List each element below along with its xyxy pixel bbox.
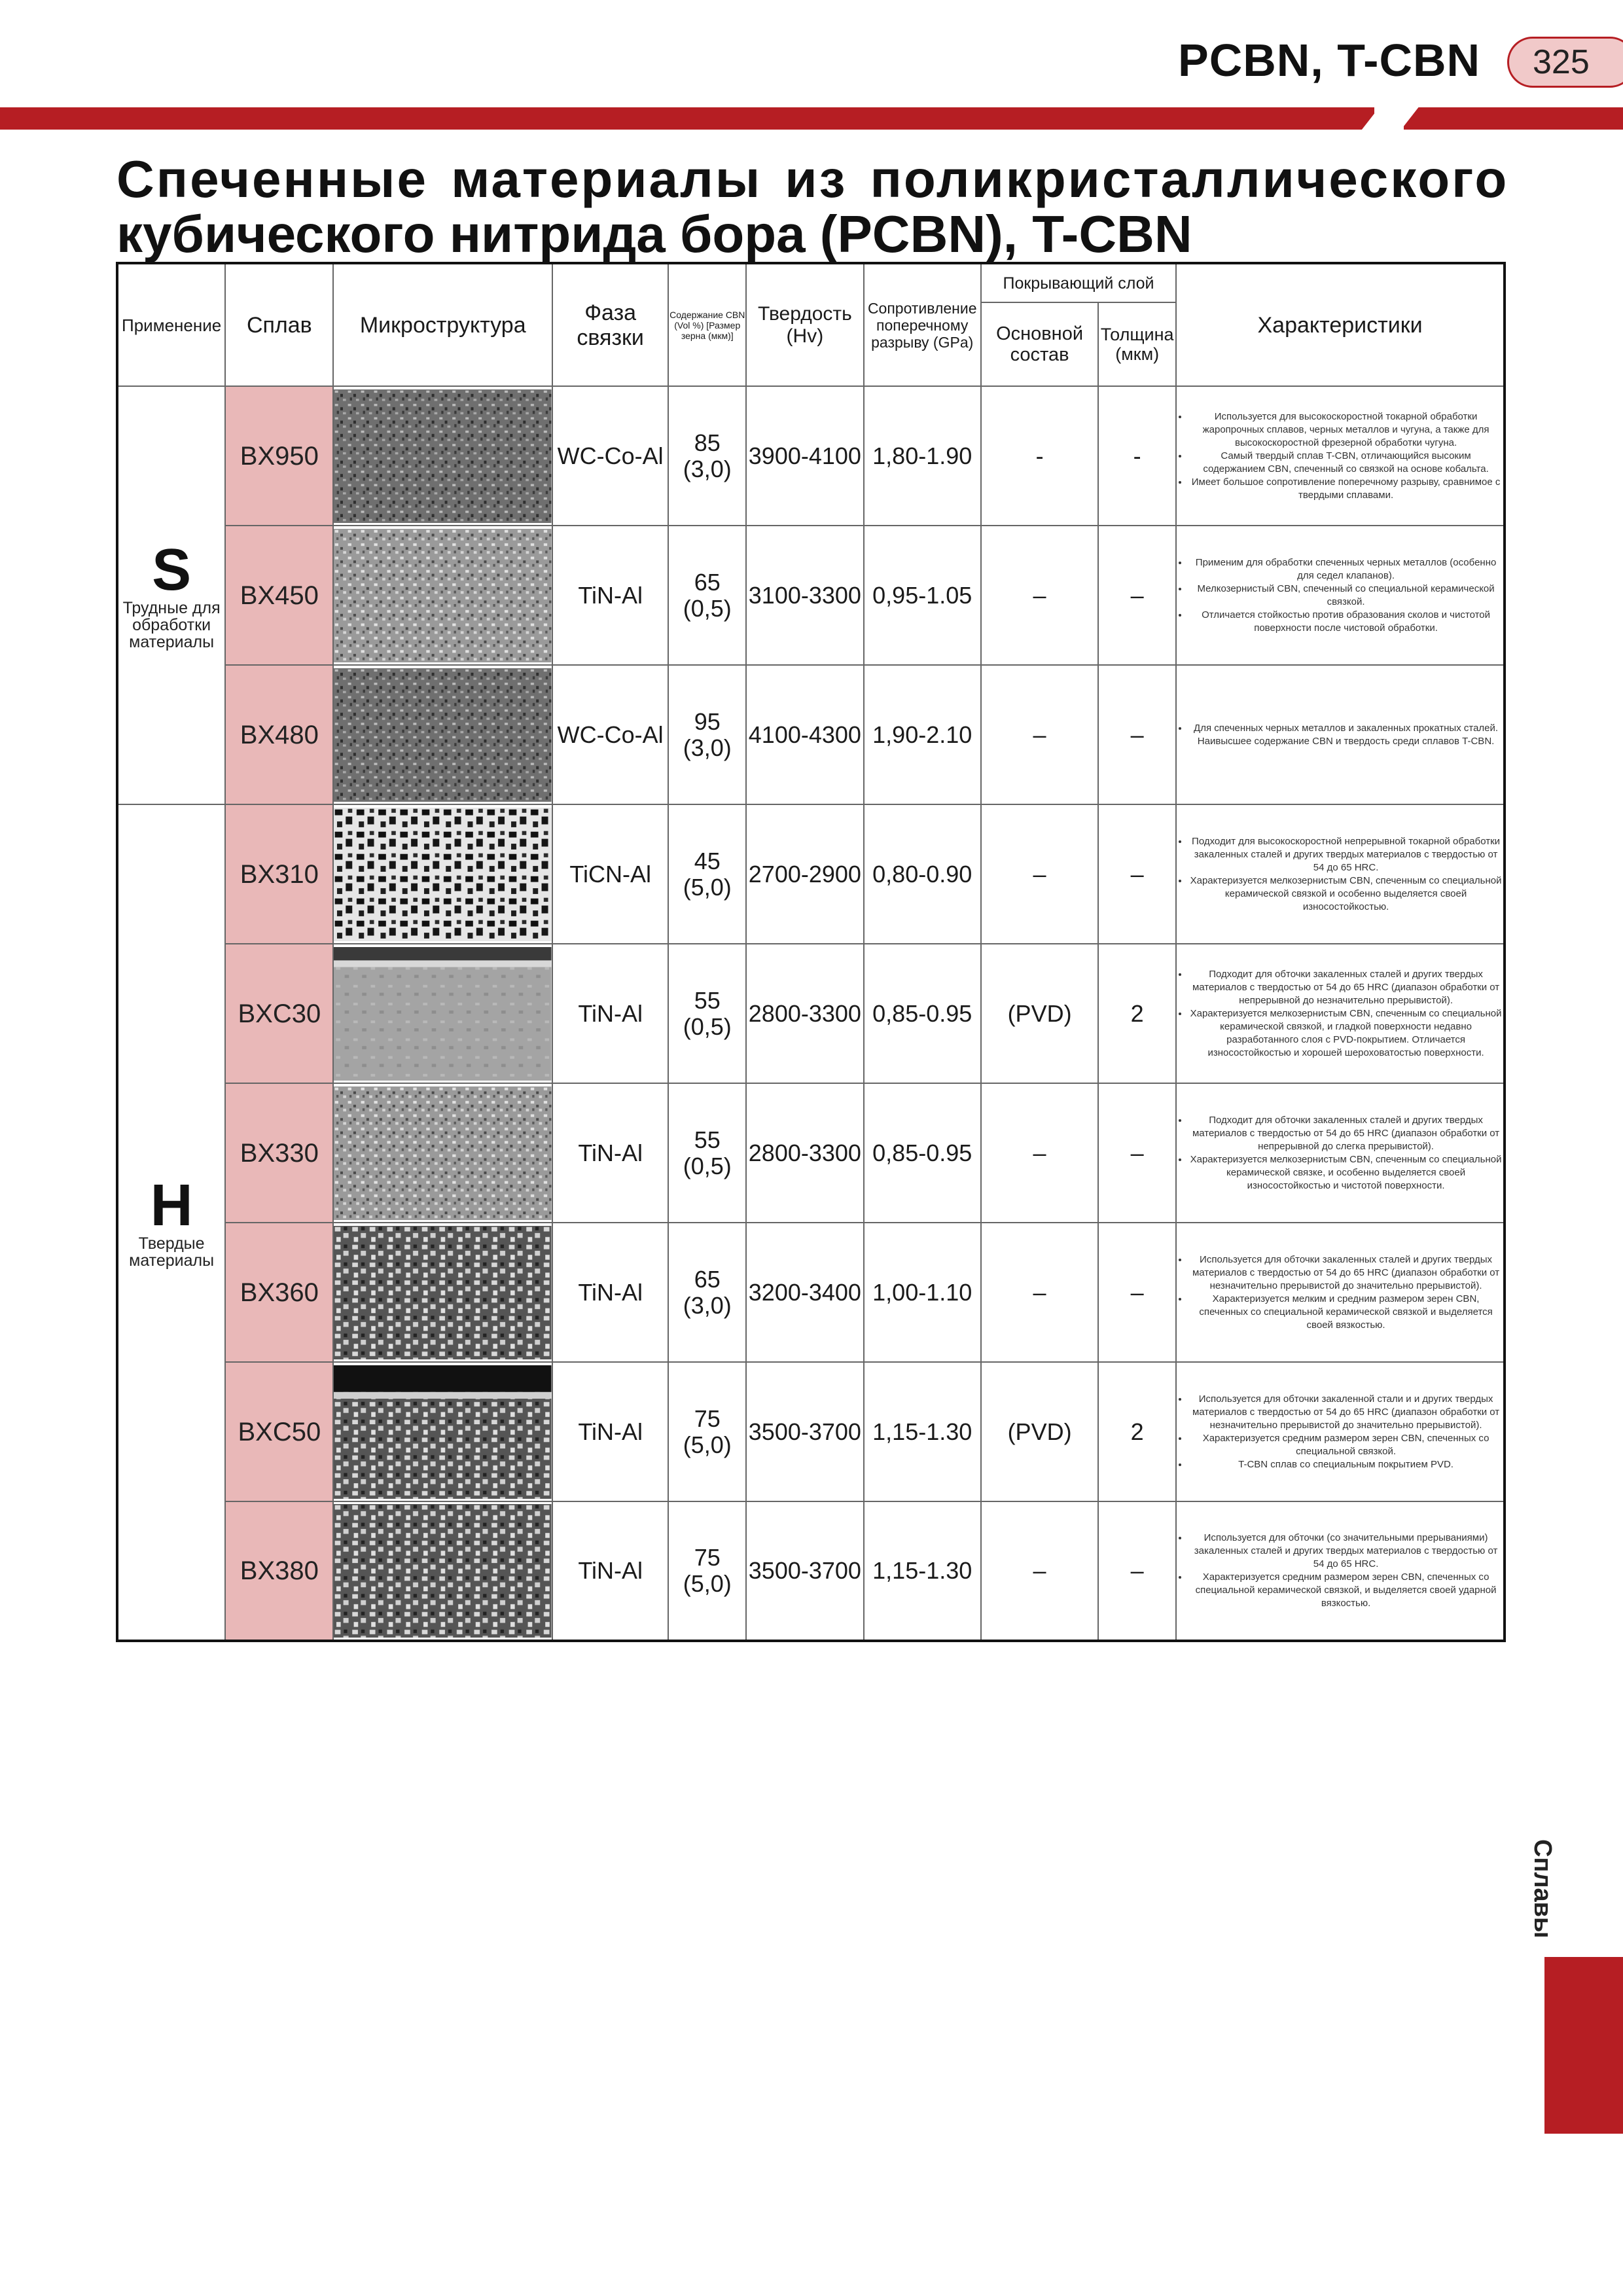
- table-row: [117, 526, 1505, 665]
- microstructure-image: [333, 665, 552, 804]
- note: • Мелкозернистый CBN, спеченный со специальной керамической связкой.: [1188, 583, 1503, 609]
- header-application: Применение: [117, 263, 225, 386]
- table-row: [117, 1083, 1505, 1223]
- alloy-name: BX330: [225, 1083, 333, 1223]
- header-coating-thickness: Толщина (мкм): [1098, 302, 1176, 386]
- coating-thickness: –: [1098, 1223, 1176, 1362]
- table-row: [117, 665, 1505, 804]
- characteristics: [1176, 526, 1505, 665]
- table-row: [117, 1362, 1505, 1501]
- note: • Имеет большое сопротивление поперечному разрыву, сравнимое с твердыми сплавами.: [1188, 476, 1503, 502]
- cbn-value: 65: [694, 1265, 721, 1293]
- coating-base: (PVD): [981, 1362, 1098, 1501]
- microstructure-image: [333, 1362, 552, 1501]
- grain-size: (3,0): [683, 734, 732, 761]
- binder-phase: TiN-Al: [552, 526, 668, 665]
- hardness-value: 2800-3300: [746, 944, 863, 1083]
- grain-size: (5,0): [683, 1431, 732, 1458]
- cbn-value: 55: [694, 986, 721, 1014]
- microstructure-image: [333, 804, 552, 944]
- cbn-content: [668, 526, 746, 665]
- table-row: [117, 1223, 1505, 1362]
- cbn-content: [668, 386, 746, 526]
- microstructure-image: [333, 386, 552, 526]
- coating-base: (PVD): [981, 944, 1098, 1083]
- characteristics: [1176, 1501, 1505, 1641]
- note: • Характеризуется мелкозернистым CBN, спеченным со специальной керамической связке, и особенно выделяется своей износостойкостью и чистотой поверхности.: [1188, 1153, 1503, 1193]
- note: • Характеризуется мелкозернистым CBN, спеченным со специальной керамической связкой, и гладкой поверхности недавно разработанного слоя с PVD-покрытием. Отличается износостойкостью и хорошей шероховатостью поверхности.: [1188, 1007, 1503, 1060]
- grain-size: (3,0): [683, 455, 732, 482]
- group-s-cell: [117, 386, 225, 804]
- characteristics: [1176, 1083, 1505, 1223]
- page-title: [116, 152, 1508, 262]
- cbn-content: [668, 1362, 746, 1501]
- header-alloy: Сплав: [225, 263, 333, 386]
- hardness-value: 2700-2900: [746, 804, 863, 944]
- cbn-content: [668, 1223, 746, 1362]
- tsr-value: 0,85-0.95: [864, 944, 981, 1083]
- cbn-content: [668, 665, 746, 804]
- cbn-content: [668, 944, 746, 1083]
- coating-base: –: [981, 804, 1098, 944]
- coating-thickness: –: [1098, 804, 1176, 944]
- note: • Отличается стойкостью против образования сколов и чистотой поверхности после чистовой обработки.: [1188, 609, 1503, 635]
- header-coating: Покрывающий слой: [981, 263, 1176, 302]
- coating-base: –: [981, 1223, 1098, 1362]
- cbn-value: 75: [694, 1544, 721, 1571]
- grain-size: (0,5): [683, 594, 732, 622]
- group-letter: S: [152, 537, 192, 603]
- binder-phase: TiN-Al: [552, 1083, 668, 1223]
- header-coating-base: Основной состав: [981, 302, 1098, 386]
- note: • Используется для высокоскоростной токарной обработки жаропрочных сплавов, черных металлов и чугуна, а также для высокоскоростной фрезерной обработки чугуна.: [1188, 410, 1503, 450]
- tsr-value: 1,00-1.10: [864, 1223, 981, 1362]
- table-row: [117, 944, 1505, 1083]
- note: • T-CBN сплав со специальным покрытием PVD.: [1188, 1458, 1503, 1471]
- note: • Подходит для обточки закаленных сталей и других твердых материалов с твердостью от 54 до 65 HRC (диапазон обработки от непрерывной до слегка прерывистой).: [1188, 1114, 1503, 1153]
- binder-phase: WC-Co-Al: [552, 665, 668, 804]
- group-label: Твердые материалы: [129, 1234, 215, 1270]
- binder-phase: WC-Co-Al: [552, 386, 668, 526]
- header-rule: [0, 107, 1374, 130]
- note: • Применим для обработки спеченных черных металлов (особенно для седел клапанов).: [1188, 556, 1503, 583]
- characteristics: [1176, 1223, 1505, 1362]
- tsr-value: 1,15-1.30: [864, 1362, 981, 1501]
- microstructure-image: [333, 526, 552, 665]
- coating-base: –: [981, 526, 1098, 665]
- microstructure-image: [333, 1501, 552, 1641]
- cbn-content: [668, 804, 746, 944]
- header-microstructure: Микроструктура: [333, 263, 552, 386]
- note: • Самый твердый сплав T-CBN, отличающийся высоким содержанием CBN, спеченный со связкой на основе кобальта.: [1188, 450, 1503, 476]
- tsr-value: 0,80-0.90: [864, 804, 981, 944]
- note: • Используется для обточки закаленных сталей и других твердых материалов с твердостью от 54 до 65 HRC (диапазон обработки от незначительно прерывистой до значительно прерывистой).: [1188, 1253, 1503, 1293]
- header-rule-end: [1404, 107, 1623, 130]
- cbn-value: 95: [694, 708, 721, 735]
- tsr-value: 1,15-1.30: [864, 1501, 981, 1641]
- coating-base: –: [981, 1501, 1098, 1641]
- cbn-value: 65: [694, 568, 721, 596]
- note: • Характеризуется мелкозернистым CBN, спеченным со специальной керамической связкой и особенно выделяется своей износостойкостью.: [1188, 874, 1503, 914]
- grain-size: (0,5): [683, 1013, 732, 1040]
- characteristics: [1176, 944, 1505, 1083]
- group-label: Трудные для обработки материалы: [122, 598, 221, 651]
- alloy-name: BXC30: [225, 944, 333, 1083]
- coating-thickness: -: [1098, 386, 1176, 526]
- note: • Подходит для высокоскоростной непрерывной токарной обработки закаленных сталей и других твердых материалов с твердостью от 54 до 65 HRC.: [1188, 835, 1503, 874]
- binder-phase: TiCN-Al: [552, 804, 668, 944]
- alloy-name: BX310: [225, 804, 333, 944]
- header-characteristics: Характеристики: [1176, 263, 1505, 386]
- header-title: PCBN, T-CBN: [1178, 35, 1481, 86]
- microstructure-image: [333, 1083, 552, 1223]
- page-title-line2: кубического нитрида бора (PCBN), T-CBN: [116, 205, 1192, 263]
- alloy-name: BX950: [225, 386, 333, 526]
- coating-thickness: –: [1098, 665, 1176, 804]
- binder-phase: TiN-Al: [552, 1223, 668, 1362]
- grain-size: (3,0): [683, 1291, 732, 1319]
- characteristics: [1176, 1362, 1505, 1501]
- grain-size: (5,0): [683, 873, 732, 901]
- alloy-name: BXC50: [225, 1362, 333, 1501]
- header-hardness: Твердость (Hv): [746, 263, 863, 386]
- cbn-value: 45: [694, 847, 721, 874]
- header-binder-phase: Фаза связки: [552, 263, 668, 386]
- characteristics: [1176, 386, 1505, 526]
- note: • Характеризуется средним размером зерен CBN, спеченных со специальной керамической связкой, и выделяется своей ударной вязкостью.: [1188, 1571, 1503, 1610]
- coating-base: –: [981, 1083, 1098, 1223]
- header-tsr: Сопротивление поперечному разрыву (GPa): [864, 263, 981, 386]
- group-letter: H: [150, 1172, 193, 1238]
- hardness-value: 2800-3300: [746, 1083, 863, 1223]
- side-tab-label: Сплавы: [1529, 1839, 1556, 1939]
- hardness-value: 3500-3700: [746, 1362, 863, 1501]
- cbn-content: [668, 1501, 746, 1641]
- coating-thickness: –: [1098, 526, 1176, 665]
- note: • Используется для обточки (со значительными прерываниями) закаленных сталей и других твердых материалов с твердостью от 54 до 65 HRC.: [1188, 1532, 1503, 1571]
- alloy-name: BX380: [225, 1501, 333, 1641]
- tsr-value: 1,80-1.90: [864, 386, 981, 526]
- side-tab-marker: [1544, 1957, 1623, 2134]
- hardness-value: 4100-4300: [746, 665, 863, 804]
- microstructure-image: [333, 944, 552, 1083]
- group-h-cell: [117, 804, 225, 1641]
- tsr-value: 0,95-1.05: [864, 526, 981, 665]
- note: • Характеризуется средним размером зерен CBN, спеченных со специальной связкой.: [1188, 1432, 1503, 1458]
- pcbn-grades-table: [116, 262, 1506, 1642]
- note: • Характеризуется мелким и средним размером зерен CBN, спеченных со специальной керамической связкой и выделяется своей вязкостью.: [1188, 1293, 1503, 1332]
- alloy-name: BX450: [225, 526, 333, 665]
- coating-base: –: [981, 665, 1098, 804]
- hardness-value: 3500-3700: [746, 1501, 863, 1641]
- coating-thickness: 2: [1098, 944, 1176, 1083]
- note: • Подходит для обточки закаленных сталей и других твердых материалов с твердостью от 54 до 65 HRC (диапазон обработки от непрерывной до незначительно прерывистой).: [1188, 968, 1503, 1007]
- tsr-value: 0,85-0.95: [864, 1083, 981, 1223]
- binder-phase: TiN-Al: [552, 1501, 668, 1641]
- table-row: [117, 386, 1505, 526]
- table-row: [117, 804, 1505, 944]
- grain-size: (0,5): [683, 1152, 732, 1179]
- binder-phase: TiN-Al: [552, 944, 668, 1083]
- note: • Для спеченных черных металлов и закаленных прокатных сталей. Наивысшее содержание CBN и твердость среди сплавов T-CBN.: [1188, 722, 1503, 748]
- coating-thickness: –: [1098, 1501, 1176, 1641]
- hardness-value: 3900-4100: [746, 386, 863, 526]
- microstructure-image: [333, 1223, 552, 1362]
- coating-thickness: –: [1098, 1083, 1176, 1223]
- cbn-value: 85: [694, 429, 721, 456]
- page-title-line1: Спеченные материалы из поликристаллического: [116, 150, 1509, 208]
- alloy-name: BX480: [225, 665, 333, 804]
- header-cbn-content: Содержание CBN (Vol %) [Размер зерна (мкм)]: [668, 263, 746, 386]
- alloy-name: BX360: [225, 1223, 333, 1362]
- coating-base: -: [981, 386, 1098, 526]
- page-number-badge: 325: [1507, 37, 1623, 88]
- cbn-value: 55: [694, 1126, 721, 1153]
- cbn-value: 75: [694, 1405, 721, 1432]
- characteristics: [1176, 665, 1505, 804]
- note: • Используется для обточки закаленной стали и и других твердых материалов с твердостью от 54 до 65 HRC (диапазон обработки от незначительно прерывистой до значительно прерывистой).: [1188, 1393, 1503, 1432]
- hardness-value: 3100-3300: [746, 526, 863, 665]
- hardness-value: 3200-3400: [746, 1223, 863, 1362]
- cbn-content: [668, 1083, 746, 1223]
- tsr-value: 1,90-2.10: [864, 665, 981, 804]
- grain-size: (5,0): [683, 1570, 732, 1597]
- characteristics: [1176, 804, 1505, 944]
- table-row: [117, 1501, 1505, 1641]
- coating-thickness: 2: [1098, 1362, 1176, 1501]
- binder-phase: TiN-Al: [552, 1362, 668, 1501]
